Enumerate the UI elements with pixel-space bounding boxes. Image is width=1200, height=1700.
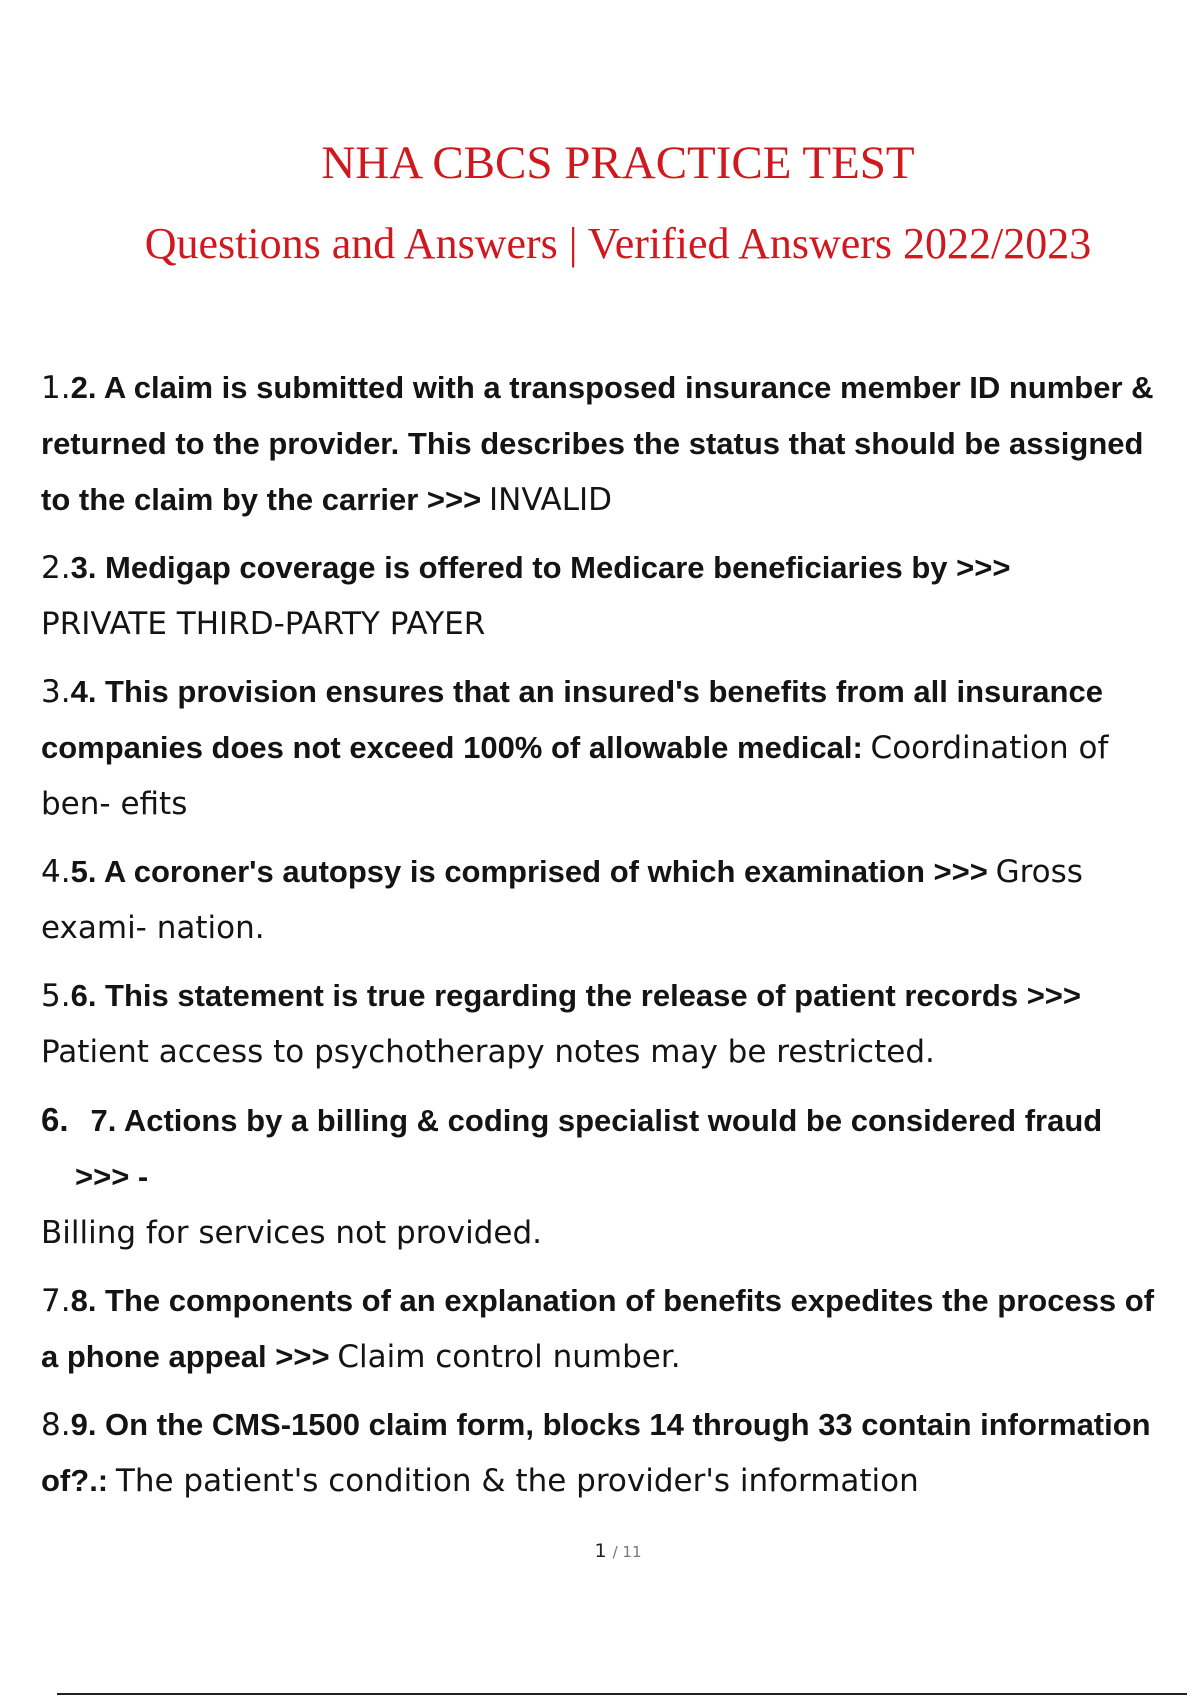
item-number: 7. <box>41 1283 71 1319</box>
page-total: / 11 <box>612 1543 642 1561</box>
qa-item <box>41 540 1171 652</box>
page-current: 1 <box>594 1540 607 1562</box>
qa-item <box>41 1273 1171 1385</box>
question-text: 2. A claim is submitted with a transposed insurance member ID number & returned to the provider. This describes the status that should be assigned to the claim by the carrier >>> <box>41 370 1154 517</box>
item-number: 8. <box>41 1407 71 1443</box>
answer-text: Patient access to psychotherapy notes may be restricted. <box>41 1034 935 1070</box>
question-text: 8. The components of an explanation of benefits expedites the process of a phone appeal >>> <box>41 1283 1155 1374</box>
answer-text: PRIVATE THIRD-PARTY PAYER <box>41 606 486 642</box>
answer-text: Claim control number. <box>337 1339 681 1375</box>
answer-text: Coordination of ben- efits <box>41 730 1109 822</box>
question-list <box>41 360 1171 1521</box>
item-number: 2. <box>41 550 71 586</box>
qa-item <box>41 844 1171 956</box>
question-text: 7. Actions by a billing & coding specialist would be considered fraud <box>90 1103 1103 1138</box>
qa-item <box>41 664 1171 832</box>
question-text: 3. Medigap coverage is offered to Medicare beneficiaries by >>> <box>70 550 1011 585</box>
answer-text: Gross exami- nation. <box>41 854 1083 946</box>
item-number: 3. <box>41 674 71 710</box>
answer-text: INVALID <box>488 482 613 518</box>
question-text: 5. A coroner's autopsy is comprised of which examination >>> <box>70 854 988 889</box>
question-text: 4. This provision ensures that an insured's benefits from all insurance companies does not exceed 100% of allowable medical: <box>41 674 1103 765</box>
answer-text: The patient's condition & the provider's information <box>115 1463 919 1499</box>
qa-item <box>41 360 1171 528</box>
item-number: 6. <box>41 1101 69 1138</box>
answer-text: Billing for services not provided. <box>41 1215 542 1251</box>
item-number: 1. <box>41 370 71 406</box>
qa-item <box>41 968 1171 1080</box>
qa-item <box>41 1092 1171 1261</box>
item-number: 4. <box>41 854 71 890</box>
item-number: 5. <box>41 978 71 1014</box>
page-indicator <box>0 1540 1200 1562</box>
qa-item <box>41 1397 1171 1509</box>
document-subtitle: Questions and Answers | Verified Answers 2022/2023 <box>144 219 1092 268</box>
question-text: 6. This statement is true regarding the release of patient records >>> <box>70 978 1081 1013</box>
question-text-continued: >>> - <box>75 1159 149 1194</box>
question-text: 9. On the CMS-1500 claim form, blocks 14 through 33 contain information of?.: <box>41 1407 1151 1498</box>
page-divider <box>57 1693 1187 1695</box>
document-title: NHA CBCS PRACTICE TEST <box>321 137 915 189</box>
